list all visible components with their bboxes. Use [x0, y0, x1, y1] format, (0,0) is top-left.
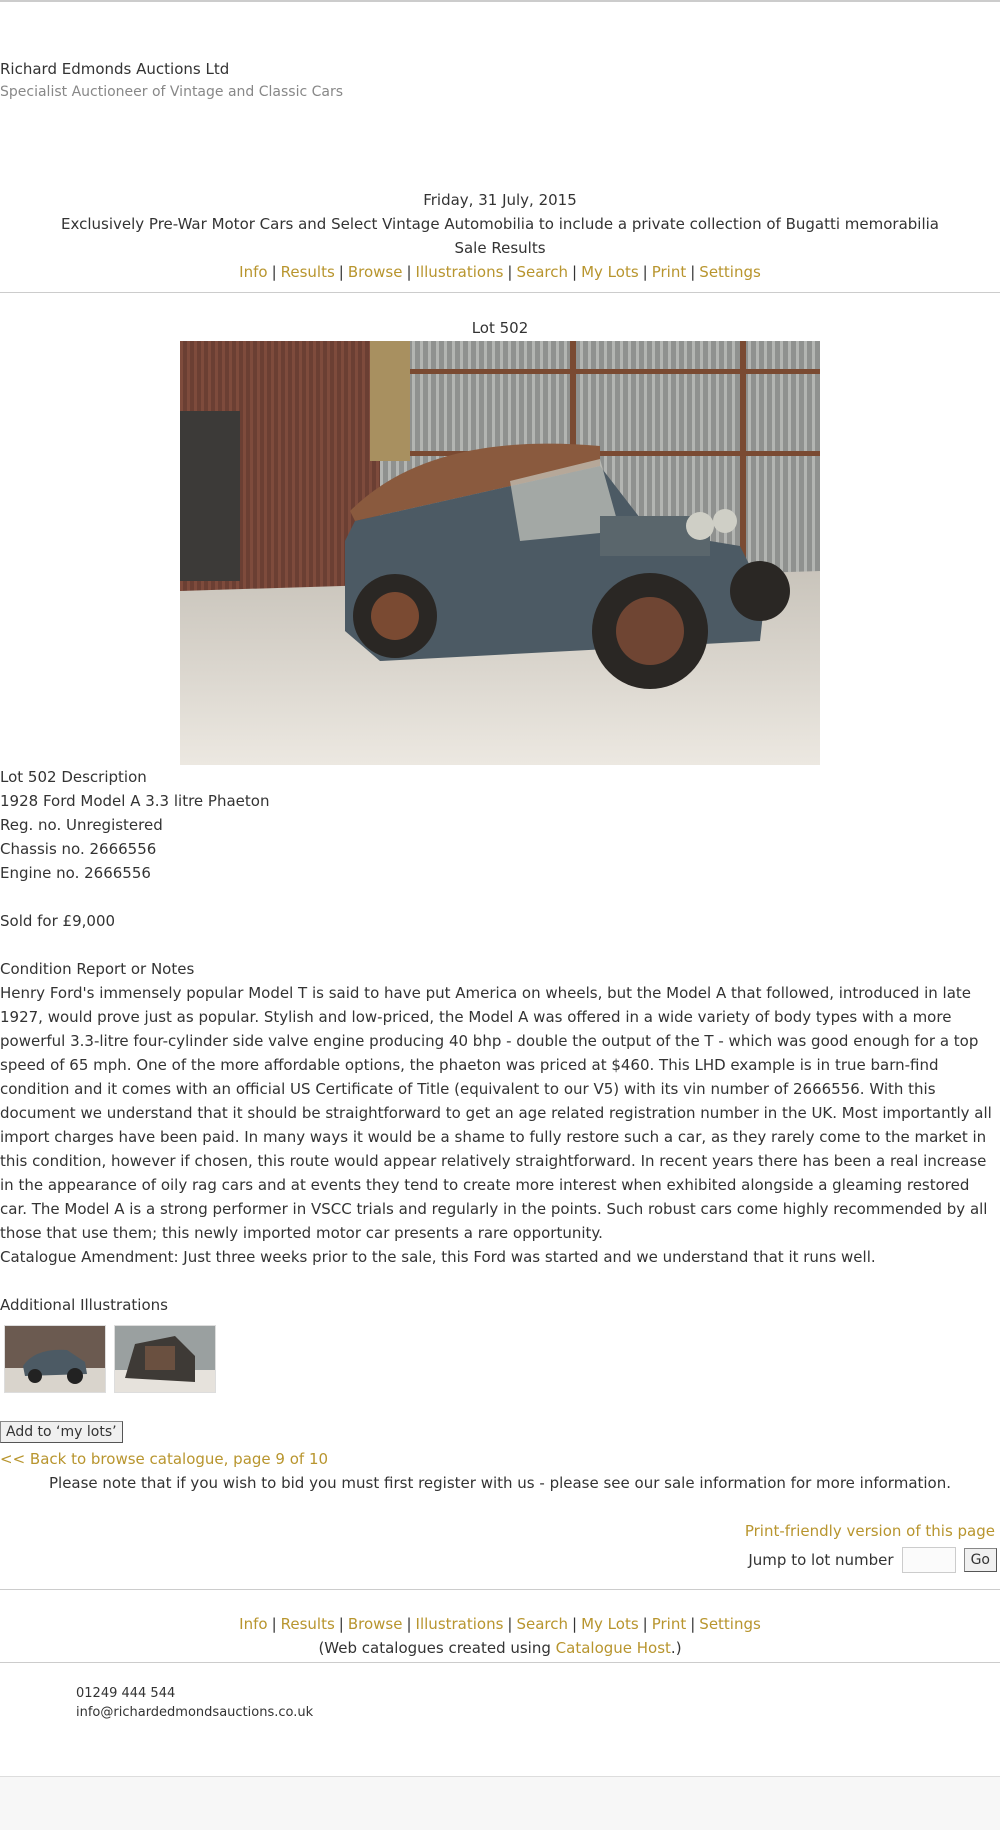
condition-heading: Condition Report or Notes: [0, 960, 195, 978]
contact-details: [76, 1684, 313, 1722]
thumbnail-1[interactable]: [4, 1325, 106, 1393]
additional-thumbnails: [4, 1325, 216, 1393]
nav-print[interactable]: Print: [651, 263, 687, 281]
nav-browse[interactable]: Browse: [347, 263, 403, 281]
footer-nav-print[interactable]: Print: [651, 1615, 687, 1633]
nav-separator: |: [642, 1615, 648, 1633]
nav-separator: |: [642, 263, 648, 281]
footer-nav-browse[interactable]: Browse: [347, 1615, 403, 1633]
additional-heading: Additional Illustrations: [0, 1296, 168, 1314]
nav-mylots[interactable]: My Lots: [581, 263, 639, 281]
footer-nav-info[interactable]: Info: [239, 1615, 268, 1633]
sold-price: Sold for £9,000: [0, 912, 116, 930]
nav-search[interactable]: Search: [516, 263, 569, 281]
nav-separator: |: [572, 263, 578, 281]
nav-separator: |: [507, 1615, 513, 1633]
chassis-number: Chassis no. 2666556: [0, 840, 157, 858]
catalogue-credit: [0, 1636, 1000, 1660]
go-button[interactable]: Go: [964, 1548, 997, 1572]
catalogue-host-link[interactable]: Catalogue Host: [555, 1639, 671, 1657]
spacer: [0, 1269, 1000, 1293]
sale-subtitle: Sale Results: [454, 239, 546, 257]
description-heading: Lot 502 Description: [0, 768, 147, 786]
company-tagline: Specialist Auctioneer of Vintage and Classic Cars: [0, 84, 344, 100]
nav-separator: |: [338, 1615, 344, 1633]
thumbnail-car-side-icon: [5, 1326, 105, 1392]
nav-separator: |: [271, 263, 277, 281]
car-photo-illustration: [180, 341, 820, 765]
sale-title: Exclusively Pre-War Motor Cars and Select Vintage Automobilia to include a private collection of Bugatti memorabilia: [61, 215, 939, 233]
jump-label: Jump to lot number: [748, 1551, 894, 1569]
lot-main-photo[interactable]: [180, 341, 820, 765]
divider: [0, 292, 1000, 293]
nav-separator: |: [690, 263, 696, 281]
catalogue-amendment: Catalogue Amendment: Just three weeks prior to the sale, this Ford was started and we understand that it runs well.: [0, 1248, 876, 1266]
print-friendly-link[interactable]: Print-friendly version of this page: [744, 1522, 995, 1540]
company-name: Richard Edmonds Auctions Ltd: [0, 60, 230, 78]
lot-name: 1928 Ford Model A 3.3 litre Phaeton: [0, 792, 270, 810]
bidding-notice: Please note that if you wish to bid you must first register with us - please see our sale information for more information.: [48, 1474, 952, 1492]
nav-info[interactable]: Info: [239, 263, 268, 281]
footer-nav-illustrations[interactable]: Illustrations: [415, 1615, 504, 1633]
nav-separator: |: [690, 1615, 696, 1633]
condition-text: Henry Ford's immensely popular Model T is said to have put America on wheels, but the Model A that followed, introduced in late 1927, would prove just as popular. Stylish and low-priced, the Model A was offered in a wide variety of body types with a more powerful 3.3-litre four-cylinder side valve engine producing 40 bhp - double the output of the T - which was good enough for a top speed of 65 mph. One of the more affordable options, the phaeton was priced at $460. This LHD example is in true barn-find condition and it comes with an official US Certificate of Title (equivalent to our V5) with its vin number of 2666556. With this document we understand that it should be straightforward to get an age related registration number in the UK. Most importantly all import charges have been paid. In many ways it would be a shame to fully restore such a car, as they rarely come to the market in this condition, however if chosen, this route would appear relatively straightforward. In recent years there has been a real increase in the appearance of oily rag cars and at events they tend to create more interest when exhibited alongside a gleaming restored car. The Model A is a strong performer in VSCC trials and regularly in the points. Such robust cars come highly recommended by all those that use them; this newly imported motor car presents a rare opportunity.: [0, 984, 992, 1242]
nav-separator: |: [271, 1615, 277, 1633]
footer-nav-mylots[interactable]: My Lots: [581, 1615, 639, 1633]
spacer: [0, 885, 1000, 909]
thumbnail-engine-icon: [115, 1326, 215, 1392]
nav-illustrations[interactable]: Illustrations: [415, 263, 504, 281]
jump-to-lot: [748, 1547, 997, 1573]
nav-separator: |: [572, 1615, 578, 1633]
divider: [0, 1589, 1000, 1590]
footer-nav-block: [0, 1612, 1000, 1660]
nav-results[interactable]: Results: [280, 263, 335, 281]
lot-description: [0, 765, 1000, 1317]
reg-number: Reg. no. Unregistered: [0, 816, 163, 834]
divider: [0, 1662, 1000, 1663]
nav-separator: |: [338, 263, 344, 281]
footer-nav-results[interactable]: Results: [280, 1615, 335, 1633]
footer-nav: [0, 1612, 1000, 1636]
nav-separator: |: [406, 1615, 412, 1633]
footer-nav-search[interactable]: Search: [516, 1615, 569, 1633]
credit-suffix: .): [670, 1639, 682, 1657]
contact-phone: 01249 444 544: [76, 1686, 176, 1701]
lot-title: Lot 502: [471, 319, 529, 337]
bottom-band: [0, 1776, 1000, 1830]
sale-header: [0, 188, 1000, 284]
top-border: [0, 0, 1000, 2]
add-to-mylots-button[interactable]: Add to ‘my lots’: [0, 1421, 123, 1443]
contact-email: info@richardedmondsauctions.co.uk: [76, 1705, 314, 1720]
jump-lot-input[interactable]: [902, 1547, 956, 1573]
credit-prefix: (Web catalogues created using: [318, 1639, 556, 1657]
brand-header: [0, 58, 343, 103]
back-to-browse-link[interactable]: << Back to browse catalogue, page 9 of 10: [0, 1450, 329, 1468]
footer-nav-settings[interactable]: Settings: [699, 1615, 761, 1633]
spacer: [0, 933, 1000, 957]
nav-separator: |: [406, 263, 412, 281]
sale-date: Friday, 31 July, 2015: [423, 191, 577, 209]
nav-settings[interactable]: Settings: [699, 263, 761, 281]
engine-number: Engine no. 2666556: [0, 864, 151, 882]
thumbnail-2[interactable]: [114, 1325, 216, 1393]
top-nav: [0, 260, 1000, 284]
nav-separator: |: [507, 263, 513, 281]
